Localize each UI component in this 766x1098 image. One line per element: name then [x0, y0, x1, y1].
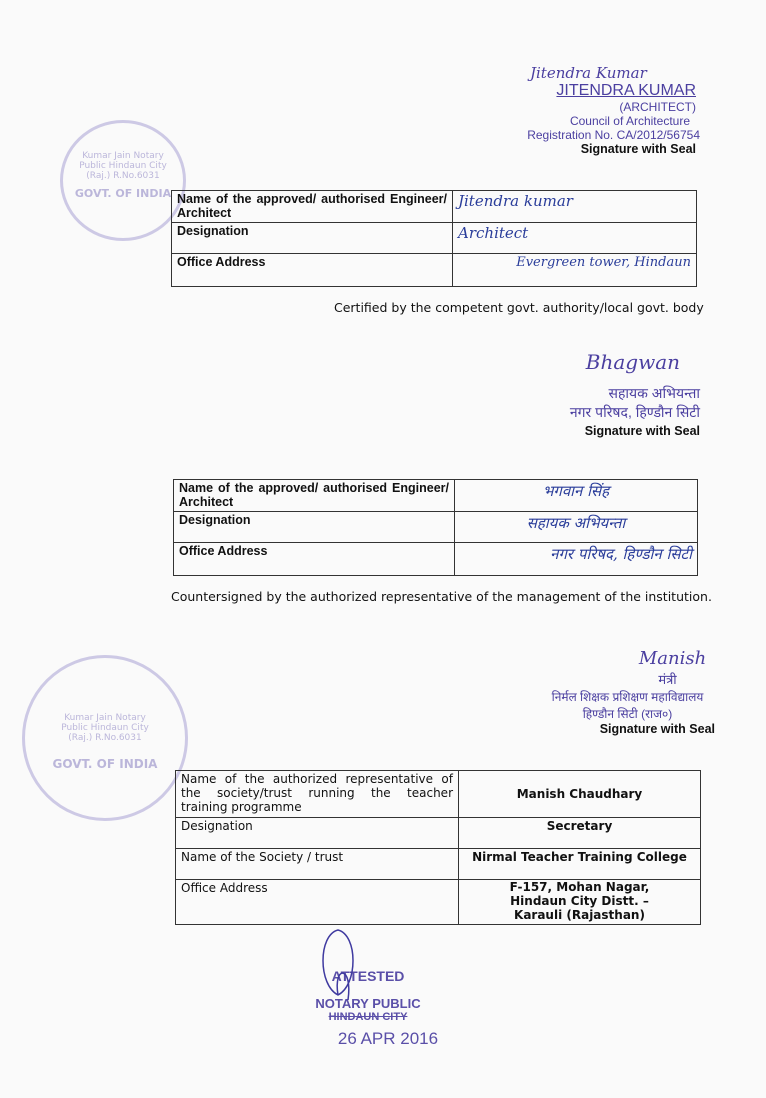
notary-signature-icon — [308, 925, 368, 1005]
architect-table — [171, 190, 697, 287]
architect-stamp: Jitendra Kumar JITENDRA KUMAR (ARCHITECT) Council of Architecture Registration No. CA/2012/56754 Signature with Seal — [496, 64, 710, 156]
notary-attestation-stamp: ATTESTED NOTARY PUBLIC HINDAUN CITY 26 APR 2016 — [278, 930, 458, 1049]
table-row: Office Address नगर परिषद, हिण्डौन सिटी — [174, 543, 698, 576]
management-table — [175, 770, 701, 925]
notary-seal-bottom: Kumar Jain Notary Public Hindaun City (Raj.) R.No.6031 GOVT. OF INDIA — [22, 655, 188, 821]
table-row: Designation सहायक अभियन्ता — [174, 512, 698, 543]
signature-with-seal-label: Signature with Seal — [580, 142, 696, 156]
table-row: Name of the authorized representative of the society/trust running the teacher training programme Manish Chaudhary — [176, 771, 701, 818]
countersigned-text: Countersigned by the authorized representative of the management of the institution. — [171, 589, 712, 604]
table-row: Name of the approved/ authorised Engineer/ Architect Jitendra kumar — [172, 191, 697, 223]
govt-engineer-table — [173, 479, 698, 576]
table-row: Office Address F-157, Mohan Nagar, Hindaun City Distt. – Karauli (Rajasthan) — [176, 880, 701, 925]
table-row: Office Address Evergreen tower, Hindaun — [172, 254, 697, 287]
signature-with-seal-label: Signature with Seal — [599, 722, 715, 736]
govt-stamp: Bhagwan सहायक अभियन्ता नगर परिषद, हिण्डौन सिटी Signature with Seal — [480, 350, 700, 438]
table-row: Name of the approved/ authorised Engineer/ Architect भगवान सिंह — [174, 480, 698, 512]
notary-seal-top: Kumar Jain Notary Public Hindaun City (Raj.) R.No.6031 GOVT. OF INDIA — [60, 120, 186, 241]
signature-with-seal-label: Signature with Seal — [584, 424, 700, 438]
table-row: Designation Secretary — [176, 818, 701, 849]
certified-text: Certified by the competent govt. authority/local govt. body — [334, 300, 704, 315]
table-row: Name of the Society / trust Nirmal Teacher Training College — [176, 849, 701, 880]
management-stamp: Manish मंत्री निर्मल शिक्षक प्रशिक्षण महाविद्यालय हिण्डौन सिटी (राज०) Signature with Seal — [520, 648, 735, 736]
table-row: Designation Architect — [172, 223, 697, 254]
